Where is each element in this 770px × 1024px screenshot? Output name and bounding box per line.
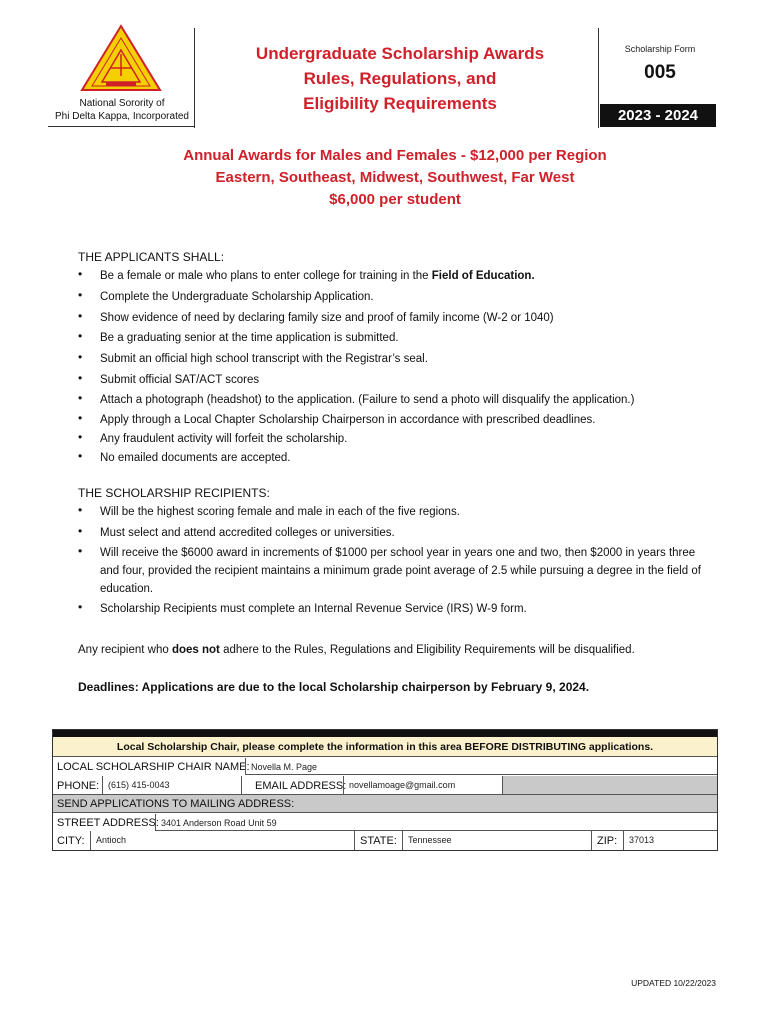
- awards-heading-line3: $6,000 per student: [329, 191, 461, 208]
- deadline-notice: Deadlines: Applications are due to the local Scholarship chairperson by February 9, 2024.: [78, 680, 590, 694]
- email-gray-fill: [503, 776, 717, 794]
- applicant-item-1-bold: Field of Education.: [431, 270, 535, 282]
- page-title-line3: Eligibility Requirements: [303, 94, 497, 113]
- bullet-icon: •: [78, 524, 83, 538]
- state-field[interactable]: [402, 831, 592, 850]
- zip-field[interactable]: [623, 831, 717, 850]
- applicant-item-text: Complete the Undergraduate Scholarship Application.: [100, 291, 374, 303]
- bullet-icon: •: [78, 329, 83, 343]
- page-title-line2: Rules, Regulations, and: [303, 69, 497, 88]
- bullet-icon: •: [78, 411, 83, 425]
- applicant-item-text: Show evidence of need by declaring family size and proof of family income (W-2 or 1040): [100, 312, 554, 324]
- email-value: novellamoage@gmail.com: [349, 780, 456, 790]
- street-address-field[interactable]: [155, 814, 717, 831]
- recipient-item-text: Will be the highest scoring female and male in each of the five regions.: [100, 506, 460, 518]
- disqualification-notice: [78, 644, 635, 656]
- sorority-logo: [80, 24, 162, 94]
- bullet-icon: •: [78, 371, 83, 385]
- phone-label: PHONE:: [57, 780, 100, 792]
- city-label: CITY:: [57, 835, 85, 847]
- form-label: Scholarship Form: [624, 44, 696, 54]
- year-badge: 2023 - 2024: [600, 104, 716, 127]
- disqualify-bold: does not: [171, 644, 220, 656]
- bullet-icon: •: [78, 391, 83, 405]
- applicant-item-text: No emailed documents are accepted.: [100, 452, 291, 464]
- street-address-label: STREET ADDRESS:: [57, 817, 159, 829]
- email-field[interactable]: [343, 776, 503, 794]
- applicant-item-1-text: Be a female or male who plans to enter college for training in the: [100, 270, 432, 282]
- chair-name-label: LOCAL SCHOLARSHIP CHAIR NAME:: [57, 761, 250, 773]
- chair-name-value: Novella M. Page: [251, 762, 318, 772]
- chair-info-form: [52, 729, 718, 851]
- awards-heading-line1: Annual Awards for Males and Females - $12,000 per Region: [183, 147, 607, 164]
- bullet-icon: •: [78, 309, 83, 323]
- bullet-icon: •: [78, 449, 83, 463]
- disqualify-prefix: Any recipient who: [78, 644, 172, 656]
- phone-value: (615) 415-0043: [108, 780, 170, 790]
- mailing-address-label: SEND APPLICATIONS TO MAILING ADDRESS:: [57, 798, 295, 810]
- page-title-line1: Undergraduate Scholarship Awards: [255, 44, 545, 63]
- header-divider: [48, 126, 194, 127]
- bullet-icon: •: [78, 600, 83, 614]
- email-label: EMAIL ADDRESS:: [255, 780, 347, 792]
- applicant-item-text: Submit an official high school transcript with the Registrar’s seal.: [100, 353, 428, 365]
- bullet-icon: •: [78, 430, 83, 444]
- bullet-icon: •: [78, 350, 83, 364]
- applicant-item-text: Any fraudulent activity will forfeit the scholarship.: [100, 433, 348, 445]
- zip-value: 37013: [629, 835, 655, 845]
- bullet-icon: •: [78, 503, 83, 517]
- recipient-item-text: Will receive the $6000 award in increments of $1000 per school year in years one and two, then $2000 in years three and four, provided the recipient maintains a minimum grade point average of 2.5 while pursuing a degree in the field of education.: [100, 547, 701, 595]
- bullet-icon: •: [78, 288, 83, 302]
- applicant-item-text: Submit official SAT/ACT scores: [100, 374, 260, 386]
- street-address-value: 3401 Anderson Road Unit 59: [161, 818, 277, 828]
- form-banner: Local Scholarship Chair, please complete the information in this area BEFORE DISTRIBUTING applications.: [53, 737, 717, 757]
- phone-field[interactable]: [102, 776, 242, 794]
- org-name-line2: Phi Delta Kappa, Incorporated: [55, 111, 189, 122]
- bullet-icon: •: [78, 267, 83, 281]
- recipients-heading: THE SCHOLARSHIP RECIPIENTS:: [78, 486, 270, 500]
- mailing-address-row: [53, 795, 717, 813]
- city-value: Antioch: [96, 835, 127, 845]
- form-number: 005: [644, 62, 676, 83]
- state-label: STATE:: [360, 835, 397, 847]
- chair-name-field[interactable]: [245, 758, 717, 775]
- org-name-line1: National Sorority of: [79, 98, 165, 109]
- zip-label: ZIP:: [597, 835, 618, 847]
- city-field[interactable]: [90, 831, 355, 850]
- disqualify-suffix: adhere to the Rules, Regulations and Eligibility Requirements will be disqualified.: [219, 644, 635, 656]
- applicant-item-text: Apply through a Local Chapter Scholarship Chairperson in accordance with prescribed deadlines.: [100, 414, 596, 426]
- header-divider-left: [194, 28, 195, 128]
- state-value: Tennessee: [408, 835, 452, 845]
- applicant-item-text: Attach a photograph (headshot) to the application. (Failure to send a photo will disqualify the application.): [100, 394, 635, 406]
- awards-heading-line2: Eastern, Southeast, Midwest, Southwest, Far West: [215, 169, 575, 186]
- bullet-icon: •: [78, 544, 83, 558]
- recipient-item-text: Scholarship Recipients must complete an Internal Revenue Service (IRS) W-9 form.: [100, 603, 527, 615]
- recipient-item-text: Must select and attend accredited colleges or universities.: [100, 527, 395, 539]
- applicant-item-text: Be a graduating senior at the time application is submitted.: [100, 332, 399, 344]
- updated-date: UPDATED 10/22/2023: [631, 978, 716, 988]
- form-top-bar: [53, 730, 717, 737]
- applicants-heading: THE APPLICANTS SHALL:: [78, 250, 225, 264]
